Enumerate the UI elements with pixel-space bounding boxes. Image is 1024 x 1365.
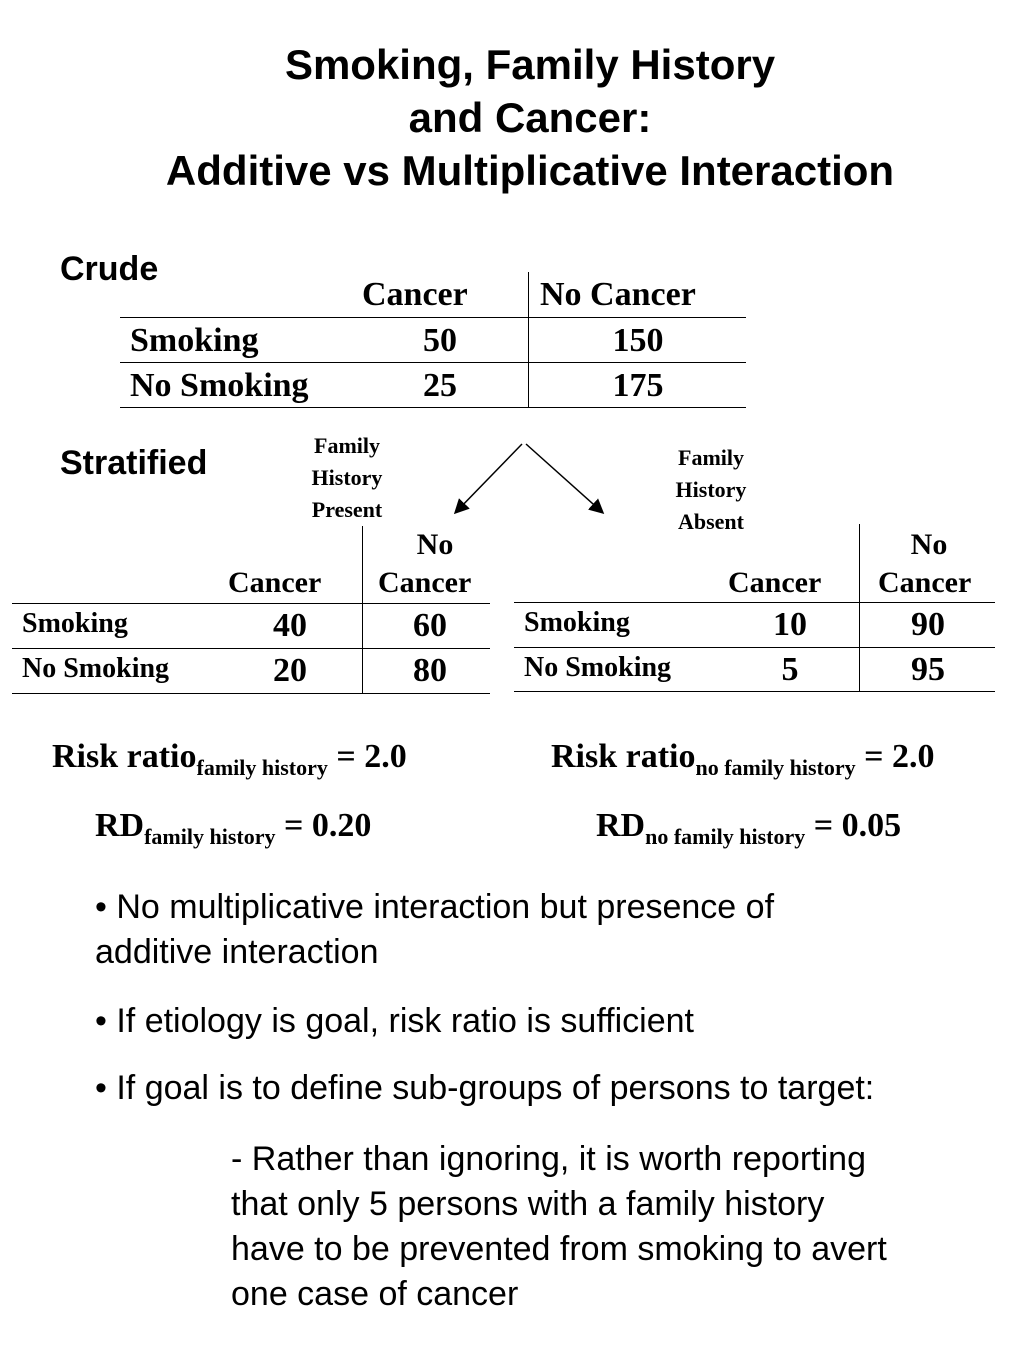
present-bottom-rule <box>12 693 490 694</box>
absent-column-divider <box>859 524 860 692</box>
formula-suffix: = 0.05 <box>805 807 902 844</box>
crude-header-no-cancer: No Cancer <box>540 276 696 313</box>
rd-no-family-history <box>596 807 902 849</box>
sub-bullet-line: one case of cancer <box>231 1275 519 1313</box>
absent-bottom-rule <box>514 691 995 692</box>
absent-row-rule <box>514 647 995 648</box>
sub-bullet-line: have to be prevented from smoking to avert <box>231 1230 887 1268</box>
sub-bullet-reporting <box>231 1137 887 1317</box>
crude-header-cancer: Cancer <box>362 276 468 313</box>
crude-row-label: No Smoking <box>130 367 309 404</box>
crude-row-rule <box>120 362 746 363</box>
formula-suffix: = 2.0 <box>327 738 407 775</box>
risk-ratio-family-history <box>52 738 407 780</box>
bullet-etiology: • If etiology is goal, risk ratio is sufficient <box>95 1002 694 1040</box>
heading-line: Family <box>314 433 380 458</box>
heading-line: Absent <box>677 509 744 534</box>
absent-cell-value: 95 <box>911 651 945 688</box>
present-row-label: Smoking <box>22 608 128 639</box>
absent-cell-value: 90 <box>911 606 945 643</box>
formula-subscript: family history <box>144 824 276 849</box>
crude-cell-value: 50 <box>423 322 457 359</box>
formula-prefix: Risk ratio <box>52 738 197 775</box>
crude-cell-value: 25 <box>423 367 457 404</box>
present-cell-value: 40 <box>273 607 307 644</box>
formula-subscript: no family history <box>695 755 856 780</box>
title-line-2: and Cancer: <box>408 94 652 141</box>
sub-bullet-line: - Rather than ignoring, it is worth reporting <box>231 1140 866 1178</box>
crude-row-label: Smoking <box>130 322 259 359</box>
present-header-cancer: Cancer <box>228 566 322 599</box>
absent-header-cancer: Cancer <box>728 566 822 599</box>
bullet-sub-groups: • If goal is to define sub-groups of persons to target: <box>95 1069 875 1107</box>
heading-line: History <box>311 465 383 490</box>
absent-row-label: Smoking <box>524 607 630 638</box>
bullet-line: • No multiplicative interaction but presence of <box>95 888 775 926</box>
stratified-label: Stratified <box>60 444 208 482</box>
family-history-present-label <box>287 430 407 526</box>
present-column-divider <box>362 526 363 694</box>
formula-suffix: = 2.0 <box>855 738 935 775</box>
present-header-no: No <box>416 528 454 561</box>
split-arrows-icon <box>440 438 620 528</box>
absent-header-cancer-2: Cancer <box>878 566 972 599</box>
risk-ratio-no-family-history <box>551 738 935 780</box>
present-cell-value: 80 <box>413 652 447 689</box>
crude-cell-value: 150 <box>612 322 664 359</box>
present-header-rule <box>12 603 490 604</box>
bullet-line: additive interaction <box>95 933 379 971</box>
crude-header-rule <box>120 317 746 318</box>
formula-subscript: no family history <box>645 824 806 849</box>
present-cell-value: 20 <box>273 652 307 689</box>
heading-line: History <box>675 477 747 502</box>
title-line-3: Additive vs Multiplicative Interaction <box>165 147 895 194</box>
absent-header-rule <box>514 602 995 603</box>
title-line-1: Smoking, Family History <box>284 41 776 88</box>
present-row-rule <box>12 648 490 649</box>
formula-prefix: RD <box>596 807 646 844</box>
crude-bottom-rule <box>120 407 746 408</box>
heading-line: Family <box>678 445 744 470</box>
page-title <box>0 38 1024 197</box>
heading-line: Present <box>311 497 383 522</box>
absent-cell-value: 5 <box>781 651 799 688</box>
formula-prefix: RD <box>95 807 145 844</box>
bullet-multiplicative-interaction <box>95 885 774 975</box>
absent-row-label: No Smoking <box>524 652 672 683</box>
crude-label: Crude <box>60 250 159 288</box>
absent-cell-value: 10 <box>773 606 807 643</box>
present-row-label: No Smoking <box>22 653 170 684</box>
sub-bullet-line: that only 5 persons with a family history <box>231 1185 825 1223</box>
family-history-absent-label <box>651 442 771 538</box>
present-header-cancer-2: Cancer <box>378 566 472 599</box>
absent-header-no: No <box>910 528 948 561</box>
rd-family-history <box>95 807 372 849</box>
formula-prefix: Risk ratio <box>551 738 696 775</box>
formula-suffix: = 0.20 <box>275 807 372 844</box>
crude-cell-value: 175 <box>612 367 664 404</box>
present-cell-value: 60 <box>413 607 447 644</box>
formula-subscript: family history <box>196 755 328 780</box>
